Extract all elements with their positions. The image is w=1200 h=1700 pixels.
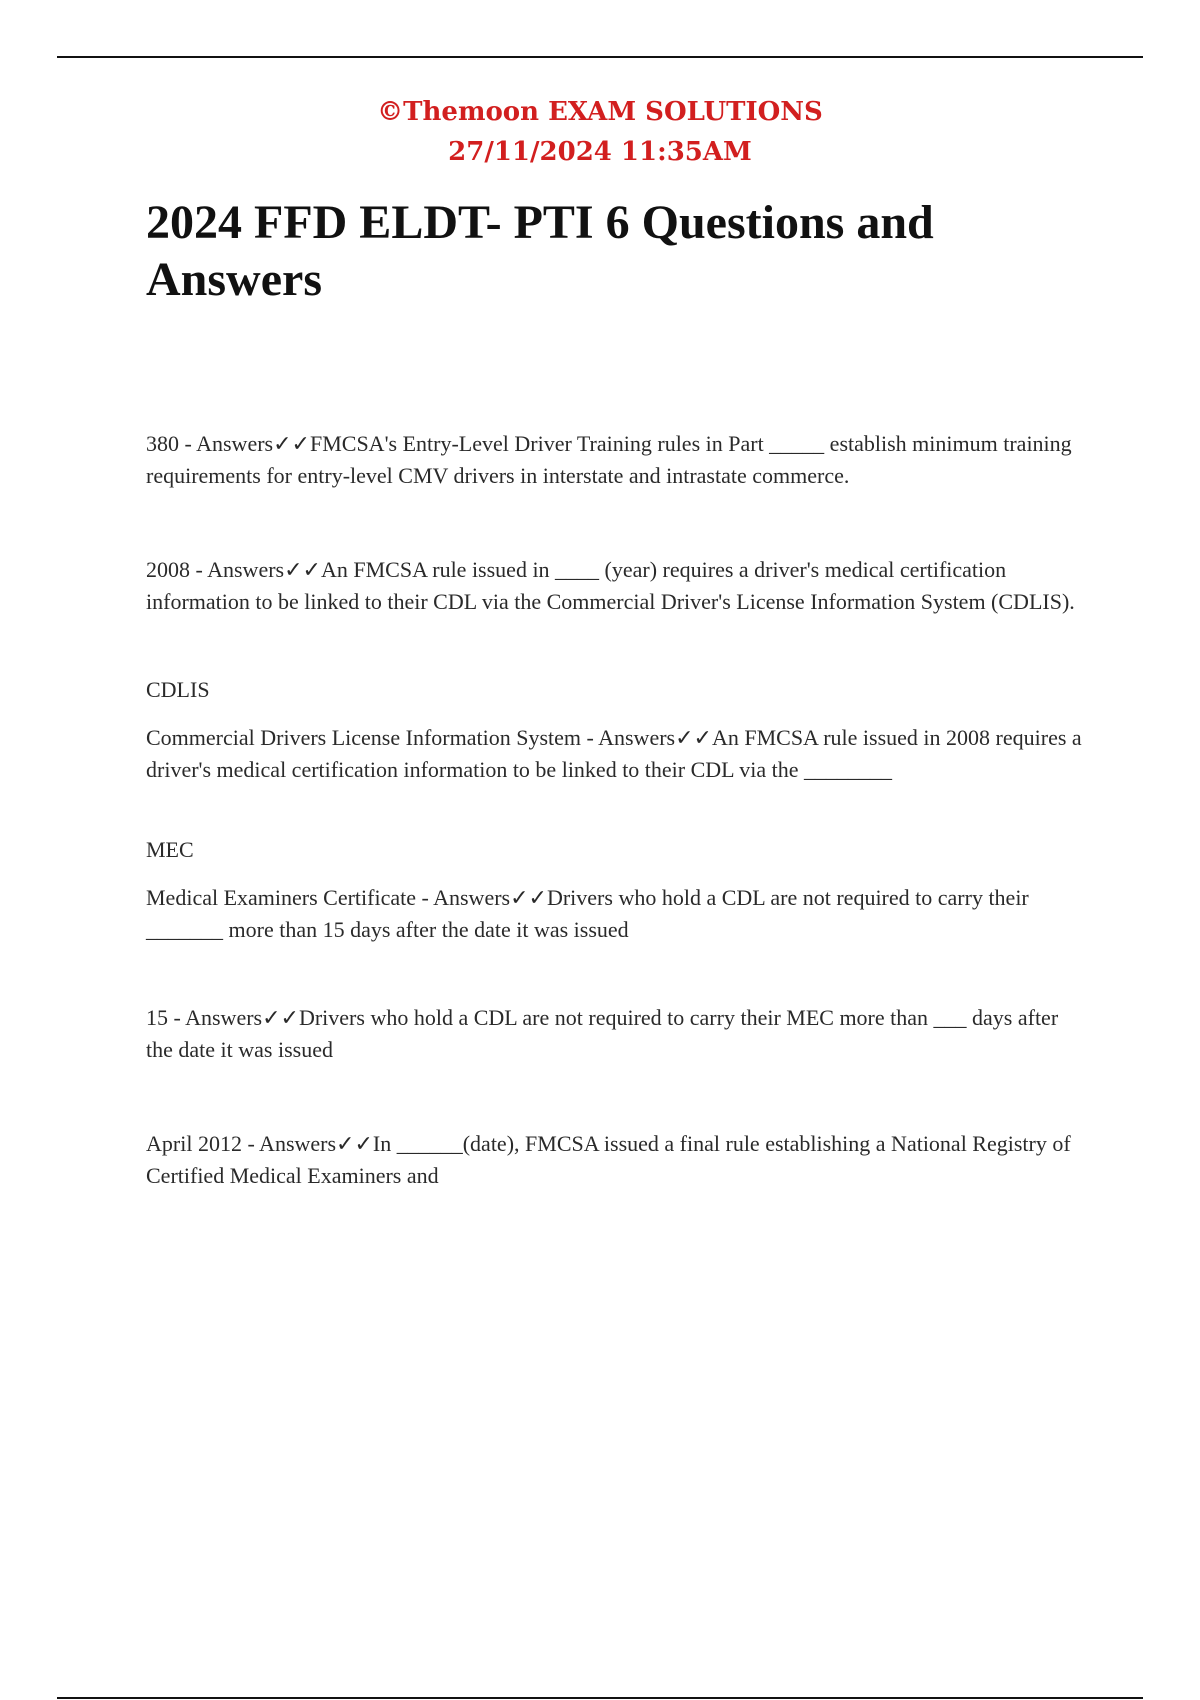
qa-entry: Medical Examiners Certificate - Answers✓✓Drivers who hold a CDL are not required to carry their _______ more than 15 days after the date it was issued [146,885,1029,942]
qa-entry: 2008 - Answers✓✓An FMCSA rule issued in ____ (year) requires a driver's medical certification information to be linked to their CDL via the Commercial Driver's License Information System (CDLIS). [146,557,1075,614]
bottom-rule [57,1697,1143,1699]
qa-entry: 380 - Answers✓✓FMCSA's Entry-Level Driver Training rules in Part _____ establish minimum training requirements for entry-level CMV drivers in interstate and intrastate commerce. [146,431,1072,488]
qa-entry: 15 - Answers✓✓Drivers who hold a CDL are not required to carry their MEC more than ___ days after the date it was issued [146,1005,1059,1062]
document-title: 2024 FFD ELDT- PTI 6 Questions and Answers [146,196,934,306]
top-rule [57,56,1143,58]
qa-term: MEC [146,837,194,862]
watermark-header [0,92,1200,172]
qa-entry: Commercial Drivers License Information System - Answers✓✓An FMCSA rule issued in 2008 requires a driver's medical certification information to be linked to their CDL via the ________ [146,725,1082,782]
qa-list [146,428,1086,1192]
qa-term: CDLIS [146,677,210,702]
header-copyright: ©Themoon EXAM SOLUTIONS [377,97,823,127]
header-timestamp: 27/11/2024 11:35AM [448,137,752,167]
qa-entry: April 2012 - Answers✓✓In ______(date), FMCSA issued a final rule establishing a National Registry of Certified Medical Examiners and [146,1131,1071,1188]
